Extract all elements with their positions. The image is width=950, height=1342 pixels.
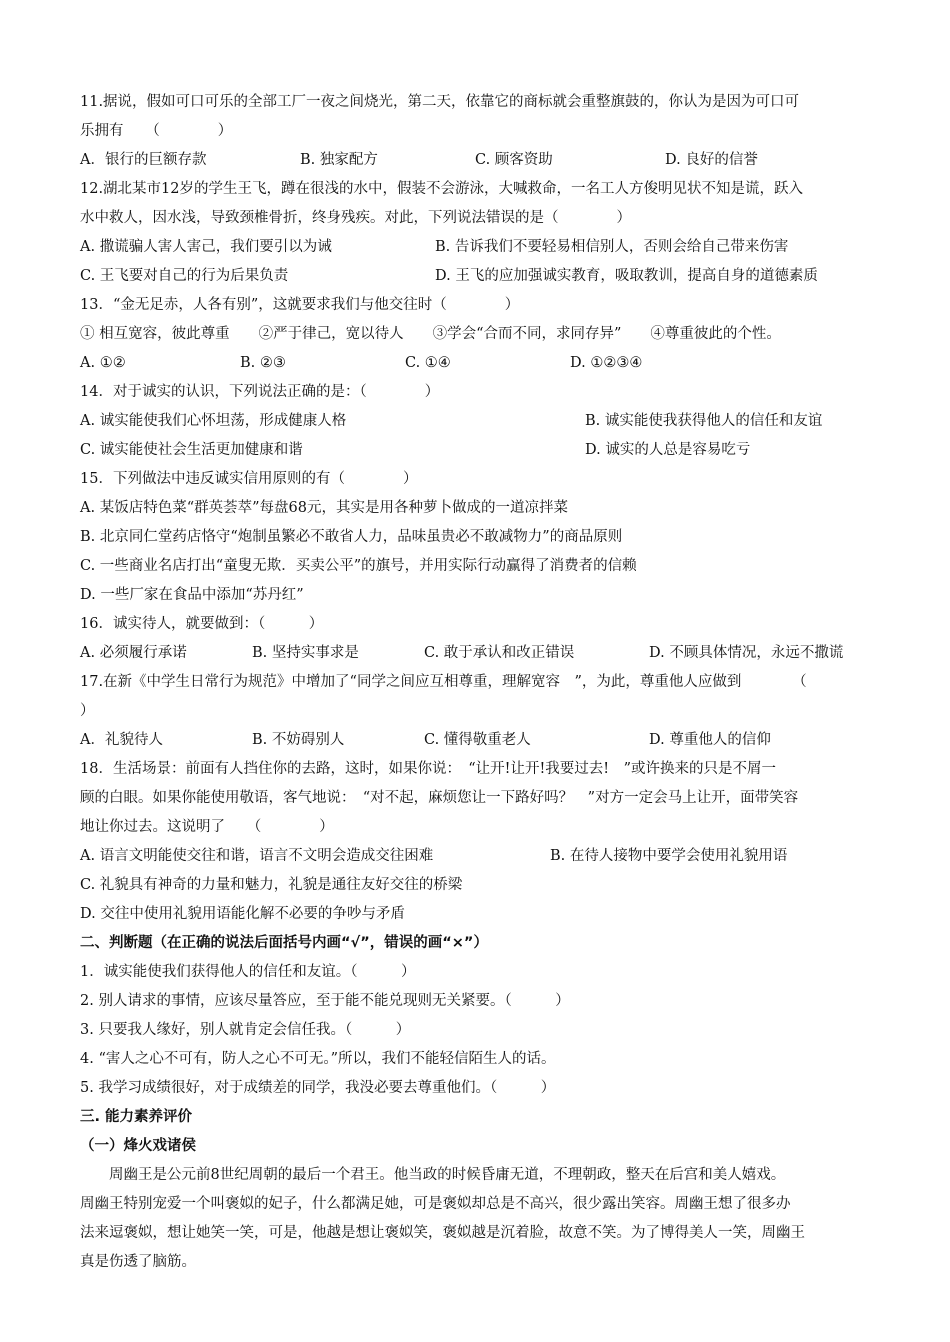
option-d: D. 良好的信誉 bbox=[665, 152, 758, 168]
section-3-sub-heading: （一）烽火戏诸侯 bbox=[80, 1138, 196, 1154]
option-b: B. 告诉我们不要轻易相信别人，否则会给自己带来伤害 bbox=[435, 239, 789, 255]
option-c: C. 顾客资助 bbox=[475, 152, 553, 168]
judgement-item-5: 5. 我学习成绩很好，对于成绩差的同学，我没必要去尊重他们。（ ） bbox=[80, 1080, 556, 1096]
option-d: D. 交往中使用礼貌用语能化解不必要的争吵与矛盾 bbox=[80, 906, 405, 922]
option-d: D. 尊重他人的信仰 bbox=[649, 732, 771, 748]
story-paragraph-line-4: 真是伤透了脑筋。 bbox=[80, 1254, 196, 1270]
question-18-options-ab bbox=[80, 842, 880, 871]
option-a: A. ①② bbox=[80, 355, 126, 371]
option-b: B. 独家配方 bbox=[300, 152, 378, 168]
option-b: B. 坚持实事求是 bbox=[252, 645, 359, 661]
question-18-line-3: 地让你过去。这说明了 （ ） bbox=[80, 819, 334, 835]
option-c: C. 王飞要对自己的行为后果负责 bbox=[80, 268, 289, 284]
option-c: C. 一些商业名店打出“童叟无欺．买卖公平”的旗号，并用实际行动赢得了消费者的信赖 bbox=[80, 558, 637, 574]
story-paragraph-line-3: 法来逗褒姒，想让她笑一笑，可是，他越是想让褒姒笑，褒姒越是沉着脸，故意不笑。为了博得美人一笑，周幽王 bbox=[80, 1225, 805, 1241]
judgement-item-3: 3. 只要我人缘好，别人就肯定会信任我。（ ） bbox=[80, 1022, 411, 1038]
option-d: D. 一些厂家在食品中添加“苏丹红” bbox=[80, 587, 304, 603]
section-2-heading: 二、判断题（在正确的说法后面括号内画“√”，错误的画“×”） bbox=[80, 935, 488, 951]
story-paragraph-line-1: 周幽王是公元前8世纪周朝的最后一个君王。他当政的时候昏庸无道，不理朝政，整天在后宫和美人嬉戏。 bbox=[109, 1167, 786, 1183]
option-b: B. 不妨碍别人 bbox=[252, 732, 345, 748]
question-11-options bbox=[80, 146, 880, 175]
question-11-line-2: 乐拥有 （ ） bbox=[80, 123, 233, 139]
question-12-line-1: 12.湖北某市12岁的学生王飞，蹲在很浅的水中，假装不会游泳，大喊救命，一名工人方俊明见状不知是谎，跃入 bbox=[80, 181, 804, 197]
question-16-options bbox=[80, 639, 880, 668]
question-17-line-1: 17.在新《中学生日常行为规范》中增加了“同学之间应互相尊重，理解宽容 ”，为此，尊重他人应做到 （ bbox=[80, 674, 807, 690]
question-11-line-1: 11.据说，假如可口可乐的全部工厂一夜之间烧光，第二天，依靠它的商标就会重整旗鼓的，你认为是因为可口可 bbox=[80, 94, 800, 110]
question-14-options-ab bbox=[80, 407, 880, 436]
option-a: A. 诚实能使我们心怀坦荡，形成健康人格 bbox=[80, 413, 347, 429]
option-d: D. 不顾具体情况，永远不撒谎 bbox=[649, 645, 844, 661]
story-paragraph-line-2: 周幽王特别宠爱一个叫褒姒的妃子，什么都满足她，可是褒姒却总是不高兴，很少露出笑容。周幽王想了很多办 bbox=[80, 1196, 791, 1212]
question-16-line-1: 16．诚实待人，就要做到：（ ） bbox=[80, 616, 324, 632]
option-c: C. 懂得敬重老人 bbox=[424, 732, 531, 748]
question-12-line-2: 水中救人，因水浅，导致颈椎骨折，终身残疾。对此，下列说法错误的是（ ） bbox=[80, 210, 631, 226]
question-17-options bbox=[80, 726, 880, 755]
worksheet-page bbox=[80, 88, 880, 1277]
option-b: B. ②③ bbox=[240, 355, 286, 371]
option-a: A. 撒谎骗人害人害己，我们要引以为诫 bbox=[80, 239, 332, 255]
judgement-item-2: 2. 别人请求的事情，应该尽量答应，至于能不能兑现则无关紧要。（ ） bbox=[80, 993, 570, 1009]
judgement-item-4: 4. “害人之心不可有，防人之心不可无。”所以，我们不能轻信陌生人的话。 bbox=[80, 1051, 556, 1067]
option-d: D. 诚实的人总是容易吃亏 bbox=[585, 442, 751, 458]
option-c: C. 礼貌具有神奇的力量和魅力，礼貌是通往友好交往的桥梁 bbox=[80, 877, 463, 893]
question-13-options bbox=[80, 349, 880, 378]
option-c: C. 诚实能使社会生活更加健康和谐 bbox=[80, 442, 303, 458]
question-17-line-2: ） bbox=[80, 703, 95, 719]
option-d: D. ①②③④ bbox=[570, 355, 643, 371]
question-12-options-cd bbox=[80, 262, 880, 291]
question-18-line-2: 顾的白眼。如果你能使用敬语，客气地说： “对不起，麻烦您让一下路好吗？ ”对方一定会马上让开，面带笑容 bbox=[80, 790, 799, 806]
option-d: D. 王飞的应加强诚实教育，吸取教训，提高自身的道德素质 bbox=[435, 268, 818, 284]
question-14-line-1: 14．对于诚实的认识，下列说法正确的是：（ ） bbox=[80, 384, 440, 400]
question-18-line-1: 18．生活场景：前面有人挡住你的去路，这时，如果你说： “让开!让开!我要过去! ”或许换来的只是不屑一 bbox=[80, 761, 777, 777]
option-a: A. 语言文明能使交往和谐，语言不文明会造成交往困难 bbox=[80, 848, 434, 864]
option-a: A．礼貌待人 bbox=[80, 732, 163, 748]
option-a: A. 必须履行承诺 bbox=[80, 645, 187, 661]
option-b: B. 北京同仁堂药店恪守“炮制虽繁必不敢省人力，品味虽贵必不敢减物力”的商品原则 bbox=[80, 529, 623, 545]
option-b: B. 在待人接物中要学会使用礼貌用语 bbox=[550, 848, 788, 864]
question-15-line-1: 15．下列做法中违反诚实信用原则的有（ ） bbox=[80, 471, 418, 487]
question-14-options-cd bbox=[80, 436, 880, 465]
question-13-line-1: 13．“金无足赤，人各有别”，这就要求我们与他交往时（ ） bbox=[80, 297, 520, 313]
option-c: C. ①④ bbox=[405, 355, 451, 371]
question-12-options-ab bbox=[80, 233, 880, 262]
section-3-heading: 三. 能力素养评价 bbox=[80, 1109, 193, 1125]
option-c: C. 敢于承认和改正错误 bbox=[424, 645, 575, 661]
judgement-item-1: 1．诚实能使我们获得他人的信任和友谊。（ ） bbox=[80, 964, 416, 980]
question-13-items: ① 相互宽容，彼此尊重 ②严于律己，宽以待人 ③学会“合而不同，求同存异” ④尊重彼此的个性。 bbox=[80, 326, 781, 342]
option-a: A．银行的巨额存款 bbox=[80, 152, 207, 168]
option-a: A. 某饭店特色菜“群英荟萃”每盘68元，其实是用各种萝卜做成的一道凉拌菜 bbox=[80, 500, 568, 516]
option-b: B. 诚实能使我获得他人的信任和友谊 bbox=[585, 413, 823, 429]
